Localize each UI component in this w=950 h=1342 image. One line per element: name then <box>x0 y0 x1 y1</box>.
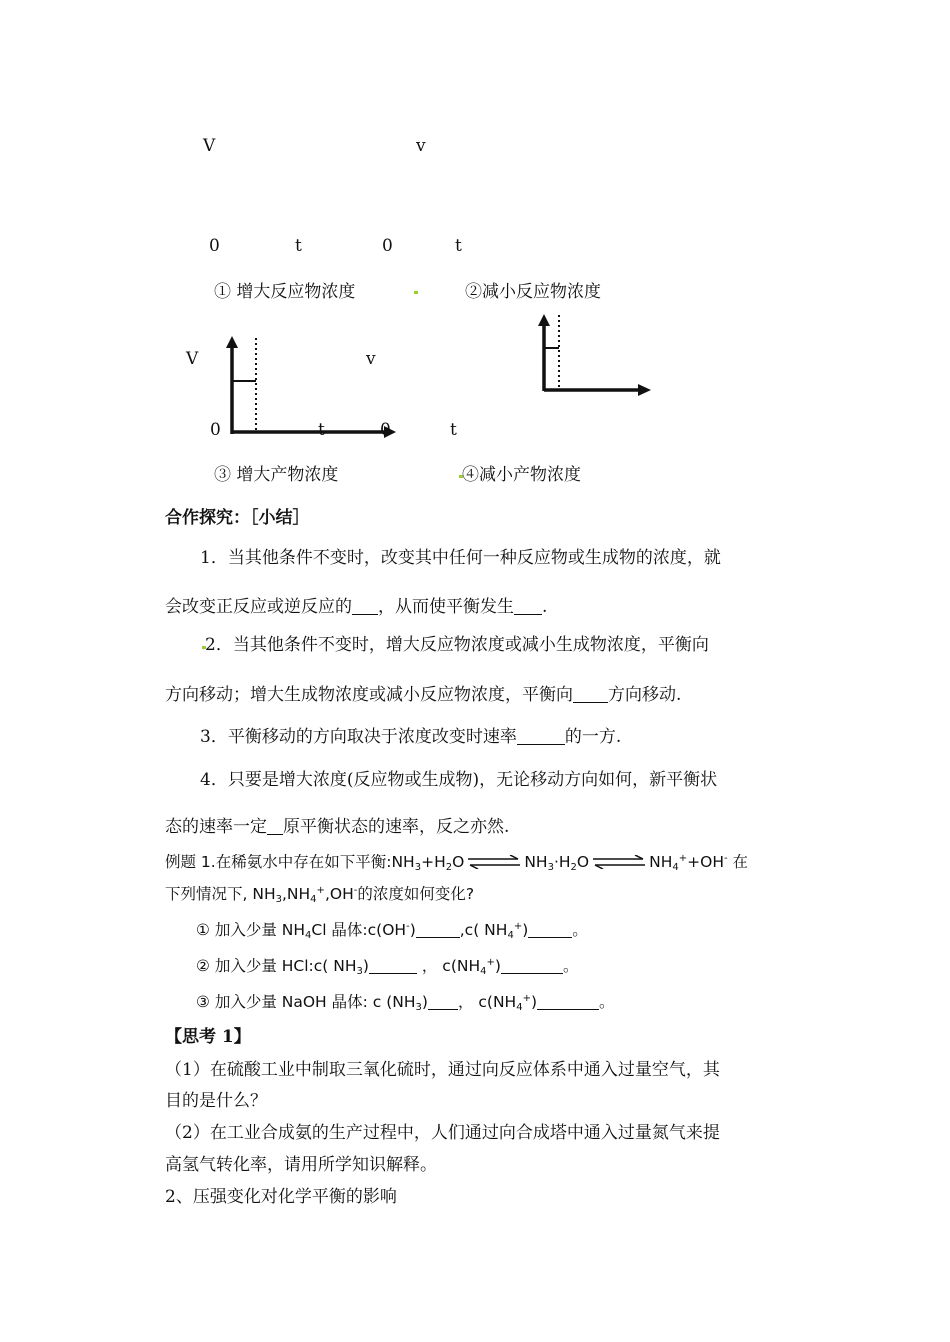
summary-item1-text-a: 会改变正反应或逆反应的 <box>165 597 352 617</box>
section2-heading: 2、压强变化对化学平衡的影响 <box>165 1187 397 1207</box>
fill-blank <box>416 922 460 939</box>
summary-item1-line1: 1．当其他条件不变时，改变其中任何一种反应物或生成物的浓度，就 <box>200 548 721 568</box>
fill-blank <box>428 994 458 1011</box>
fill-blank <box>528 922 572 939</box>
equilibrium-arrow-icon <box>468 855 520 869</box>
summary-item1-line2 <box>165 592 547 617</box>
fill-blank <box>352 597 378 615</box>
summary-item2-text-a: 方向移动；增大生成物浓度或减小反应物浓度，平衡向 <box>165 685 573 705</box>
graph4-caption: ④减小产物浓度 <box>462 465 581 485</box>
graph3-origin: 0 <box>210 420 221 440</box>
example1-line1: 例题 1.在稀氨水中存在如下平衡$:NH_3+H_2O$ $NH_3\cdot H_2O$ $NH_4^++OH^-$ 在 <box>165 853 749 873</box>
graph4-t-label: t <box>450 420 457 440</box>
example1-line2-text: 下列情况下, NH <box>165 885 276 903</box>
equilibrium-arrow-icon <box>593 855 645 869</box>
example1-q1: ① 加入少量 $NH_4Cl$ 晶体:c(OH-) ,c( $NH_4^+$) 。 <box>196 921 588 941</box>
summary-heading: 合作探究：［小结］ <box>165 508 310 528</box>
summary-item2-line1: 2．当其他条件不变时，增大反应物浓度或减小生成物浓度，平衡向 <box>205 635 709 655</box>
graph3-axes <box>222 334 402 438</box>
summary-item4-text-a: 态的速率一定 <box>165 817 267 837</box>
fill-blank <box>573 685 608 703</box>
think1-p2-line2: 高氢气转化率，请用所学知识解释。 <box>165 1155 437 1175</box>
decorative-dot <box>414 291 418 294</box>
example1-line2: 下列情况下, $NH_3,NH_4^+,OH^-$的浓度如何变化? <box>165 885 475 905</box>
graph3-t-label: t <box>318 420 325 440</box>
example1-q2: ② 加入少量 HCl:c( $NH_3$) ， $c(NH_4^+)$ 。 <box>196 957 579 977</box>
graph2-origin: 0 <box>382 236 393 256</box>
example1-q1-prefix: ① 加入少量 NH <box>196 921 305 939</box>
example1-q2-prefix: ② 加入少量 HCl:c( NH <box>196 957 357 975</box>
think1-p1-line2: 目的是什么？ <box>165 1091 267 1111</box>
graph2-ylabel: v <box>416 136 426 156</box>
fill-blank <box>369 958 417 975</box>
summary-item1-text-b: ，从而使平衡发生 <box>378 597 514 617</box>
graph1-ylabel: V <box>203 136 216 156</box>
example1-q3: ③ 加入少量 NaOH 晶体: c $(NH_3)$ ， $c(NH_4^+)$ 。 <box>196 993 615 1013</box>
graph4-ylabel: v <box>366 349 376 369</box>
graph1-origin: 0 <box>209 236 220 256</box>
graph4-origin: 0 <box>380 420 391 440</box>
graph2-t-label: t <box>455 236 462 256</box>
think1-p1-line1: （1）在硫酸工业中制取三氧化硫时，通过向反应体系中通入过量空气，其 <box>165 1060 720 1080</box>
summary-item4-line1: 4．只要是增大浓度(反应物或生成物)，无论移动方向如何，新平衡状 <box>200 770 718 790</box>
fill-blank <box>501 958 563 975</box>
summary-item3-text-a: 3．平衡移动的方向取决于浓度改变时速率 <box>200 727 517 747</box>
fill-blank <box>517 727 565 745</box>
graph3-caption: ③ 增大产物浓度 <box>214 465 339 485</box>
graph4-axes <box>534 311 654 397</box>
example1-intro: 例题 1.在稀氨水中存在如下平衡:NH <box>165 853 415 871</box>
summary-item4-line2 <box>165 812 509 837</box>
fill-blank <box>514 597 542 615</box>
think1-p2-line1: （2）在工业合成氨的生产过程中，人们通过向合成塔中通入过量氮气来提 <box>165 1123 720 1143</box>
think1-heading: 【思考 1】 <box>165 1027 251 1047</box>
summary-item1-text-c: . <box>542 597 548 617</box>
fill-blank <box>267 817 283 835</box>
graph3-ylabel: V <box>186 349 199 369</box>
graph1-caption: ① 增大反应物浓度 <box>214 282 356 302</box>
summary-item3 <box>200 722 621 747</box>
fill-blank <box>537 994 599 1011</box>
graph2-caption: ②减小反应物浓度 <box>465 282 601 302</box>
summary-item3-text-b: 的一方. <box>564 727 622 747</box>
summary-item4-text-b: 原平衡状态的速率，反之亦然. <box>283 817 510 837</box>
summary-item2-text-b: 方向移动. <box>608 685 682 705</box>
graph1-t-label: t <box>295 236 302 256</box>
summary-item2-line2 <box>165 680 681 705</box>
example1-q3-prefix: ③ 加入少量 NaOH 晶体: c (NH <box>196 993 416 1011</box>
